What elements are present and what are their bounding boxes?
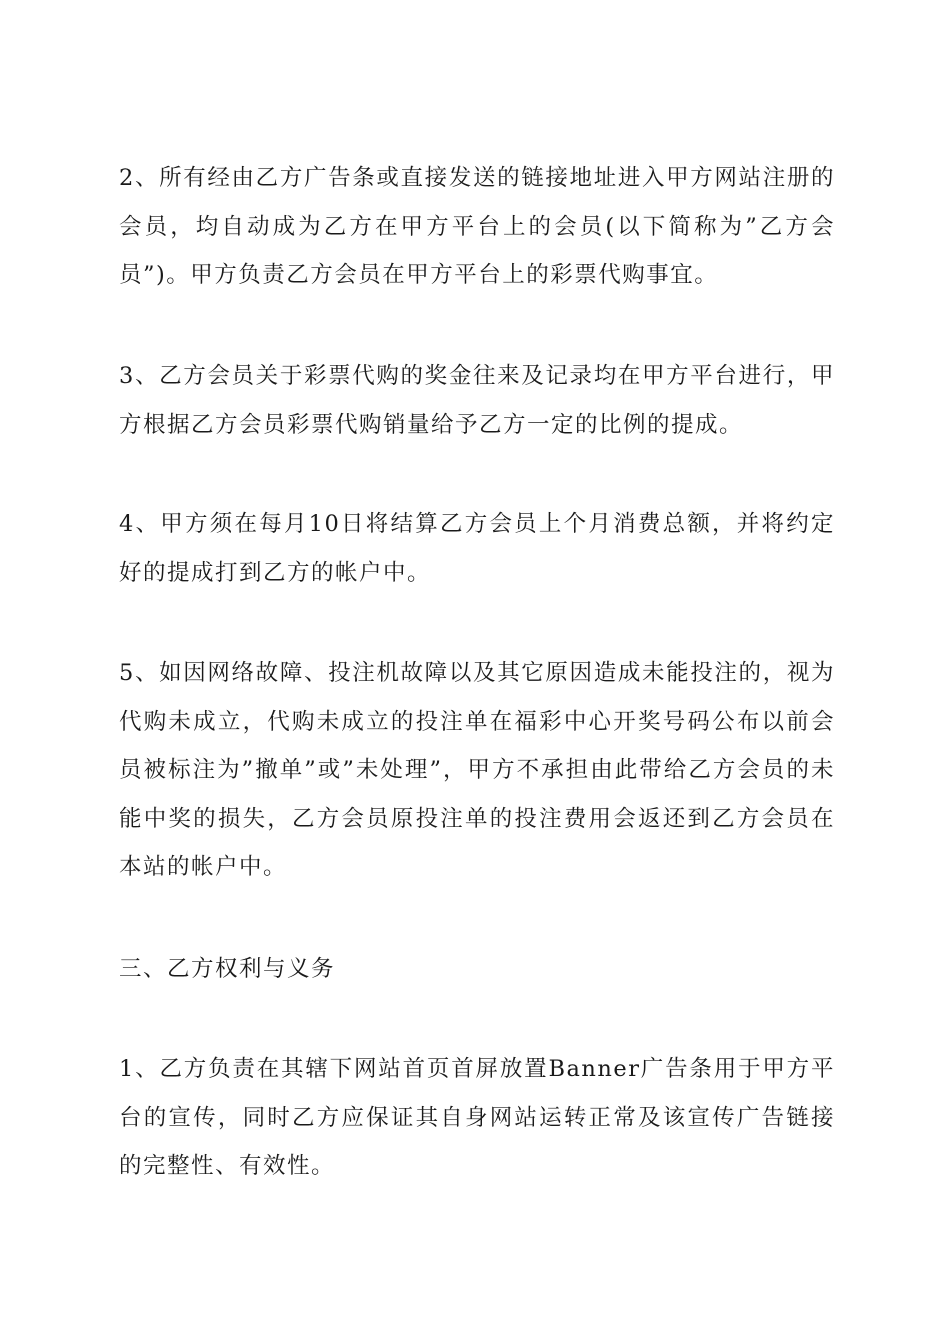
clause-4-settlement: 4、甲方须在每月10日将结算乙方会员上个月消费总额，并将约定好的提成打到乙方的帐户中。	[119, 511, 835, 586]
clause-1-banner-placement: 1、乙方负责在其辖下网站首页首屏放置Banner广告条用于甲方平台的宣传，同时乙方应保证其自身网站运转正常及该宣传广告链接的完整性、有效性。	[119, 1056, 835, 1179]
clause-5-failed-bets: 5、如因网络故障、投注机故障以及其它原因造成未能投注的，视为代购未成立，代购未成立的投注单在福彩中心开奖号码公布以前会员被标注为”撤单”或”未处理”，甲方不承担由此带给乙方会员的未能中奖的损失，乙方会员原投注单的投注费用会返还到乙方会员在本站的帐户中。	[119, 660, 835, 880]
section-heading-party-b-rights: 三、乙方权利与义务	[119, 956, 336, 982]
clause-2-member-registration: 2、所有经由乙方广告条或直接发送的链接地址进入甲方网站注册的会员，均自动成为乙方在甲方平台上的会员(以下简称为”乙方会员”)。甲方负责乙方会员在甲方平台上的彩票代购事宜。	[119, 165, 835, 288]
clause-3-commission: 3、乙方会员关于彩票代购的奖金往来及记录均在甲方平台进行，甲方根据乙方会员彩票代购销量给予乙方一定的比例的提成。	[119, 363, 835, 438]
